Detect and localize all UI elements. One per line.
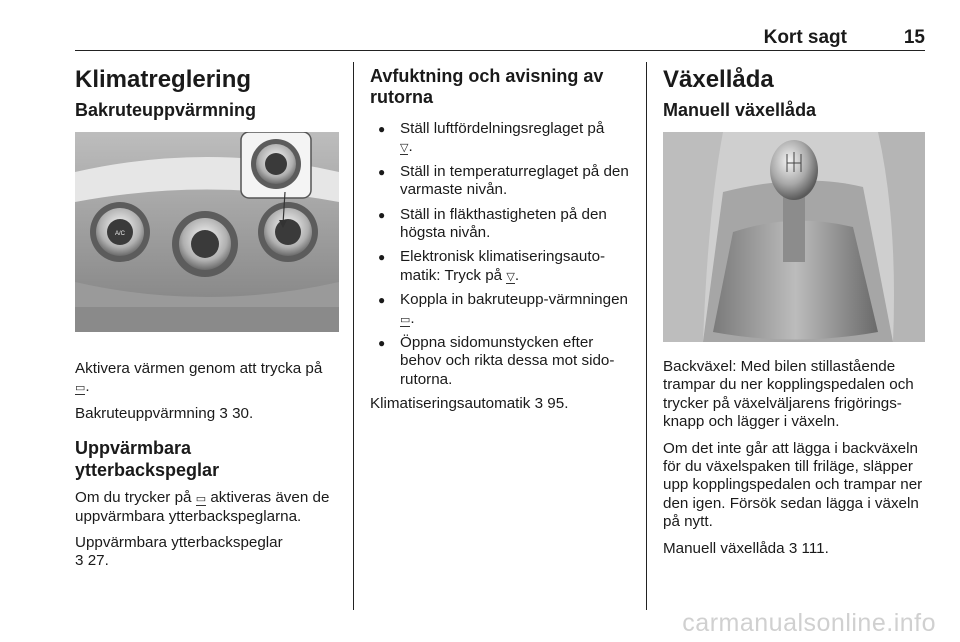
rear-defrost-icon: ▭ [75, 382, 86, 395]
windshield-defrost-icon: ▽ [506, 270, 515, 283]
manual-gearbox-title: Manuell växellåda [663, 100, 817, 120]
reference-arrow-icon: 3 [219, 404, 228, 422]
column-gearbox [663, 62, 925, 121]
list-item: ● Ställ luftfördelningsreglaget på ▽. [370, 120, 632, 157]
rear-defrost-icon: ▭ [400, 313, 411, 326]
windshield-defrost-icon: ▽ [400, 142, 409, 155]
column-divider [646, 62, 647, 610]
list-item: ● Elektronisk klimatiseringsauto-matik: Tryck på ▽. [370, 248, 632, 285]
rear-window-heating-title: Bakruteuppvärmning [75, 100, 257, 120]
auto-climate-reference: Klimatiseringsautomatik 3 95. [370, 395, 569, 413]
column-defog [370, 66, 632, 414]
ac-button-label: A/C [114, 231, 126, 237]
reference-arrow-icon: 3 [788, 539, 798, 557]
rear-heating-reference: Bakruteuppvärmning 3 30. [75, 404, 254, 422]
column-climate [75, 62, 340, 121]
gearbox-title: Växellåda [663, 66, 774, 93]
page-number: 15 [903, 27, 925, 48]
reverse-gear-retry-text: Om det inte går att lägga i backväxeln för du växelspaken till friläge, släpper upp kopplingspedalen och trampar ner den igen. Försök sedan lägga i växeln på nytt. [663, 439, 923, 531]
list-item: ● Ställ in fläkthastigheten på den högsta nivån. [370, 206, 632, 243]
gear-shift-figure [663, 132, 925, 342]
climate-control-figure [75, 132, 339, 332]
watermark: carmanualsonline.info [682, 609, 936, 637]
column-gearbox-text [663, 358, 925, 558]
climate-title: Klimatreglering [75, 66, 252, 93]
defog-title: Avfuktning och avisning av rutorna [370, 66, 604, 107]
list-item: ● Koppla in bakruteupp-värmningen ▭. [370, 291, 632, 328]
heating-instruction: Aktivera värmen genom att trycka på ▭. [75, 360, 323, 396]
heated-mirrors-reference: Uppvärmbara ytterbackspeglar 3 27. [75, 534, 283, 570]
column-divider [353, 62, 354, 610]
rear-defrost-icon: ▭ [195, 493, 207, 506]
reference-arrow-icon: 3 [75, 552, 84, 570]
column-climate-text [75, 360, 340, 571]
list-item: ● Öppna sidomunstycken efter behov och rikta dessa mot sido-rutorna. [370, 334, 632, 389]
page-header [75, 24, 925, 51]
manual-gearbox-reference: Manuell växellåda 3 111. [663, 539, 829, 557]
reference-arrow-icon: 3 [534, 395, 544, 413]
climate-panel-illustration [75, 132, 339, 332]
heated-mirrors-title: Uppvärmbara ytterbackspeglar [75, 438, 220, 481]
gear-lever-illustration [663, 132, 925, 342]
section-title: Kort sagt [763, 27, 847, 48]
reverse-gear-text: Backväxel: Med bilen stillastående trampar du ner kopplingspedalen och trycker på växelväljarens frigörings-knapp och lägger i växeln. [663, 358, 914, 431]
heated-mirrors-text: Om du trycker på ▭ aktiveras även de uppvärmbara ytterbackspeglarna. [75, 489, 330, 525]
defog-steps [370, 120, 632, 389]
list-item: ● Ställ in temperaturreglaget på den varmaste nivån. [370, 163, 632, 200]
